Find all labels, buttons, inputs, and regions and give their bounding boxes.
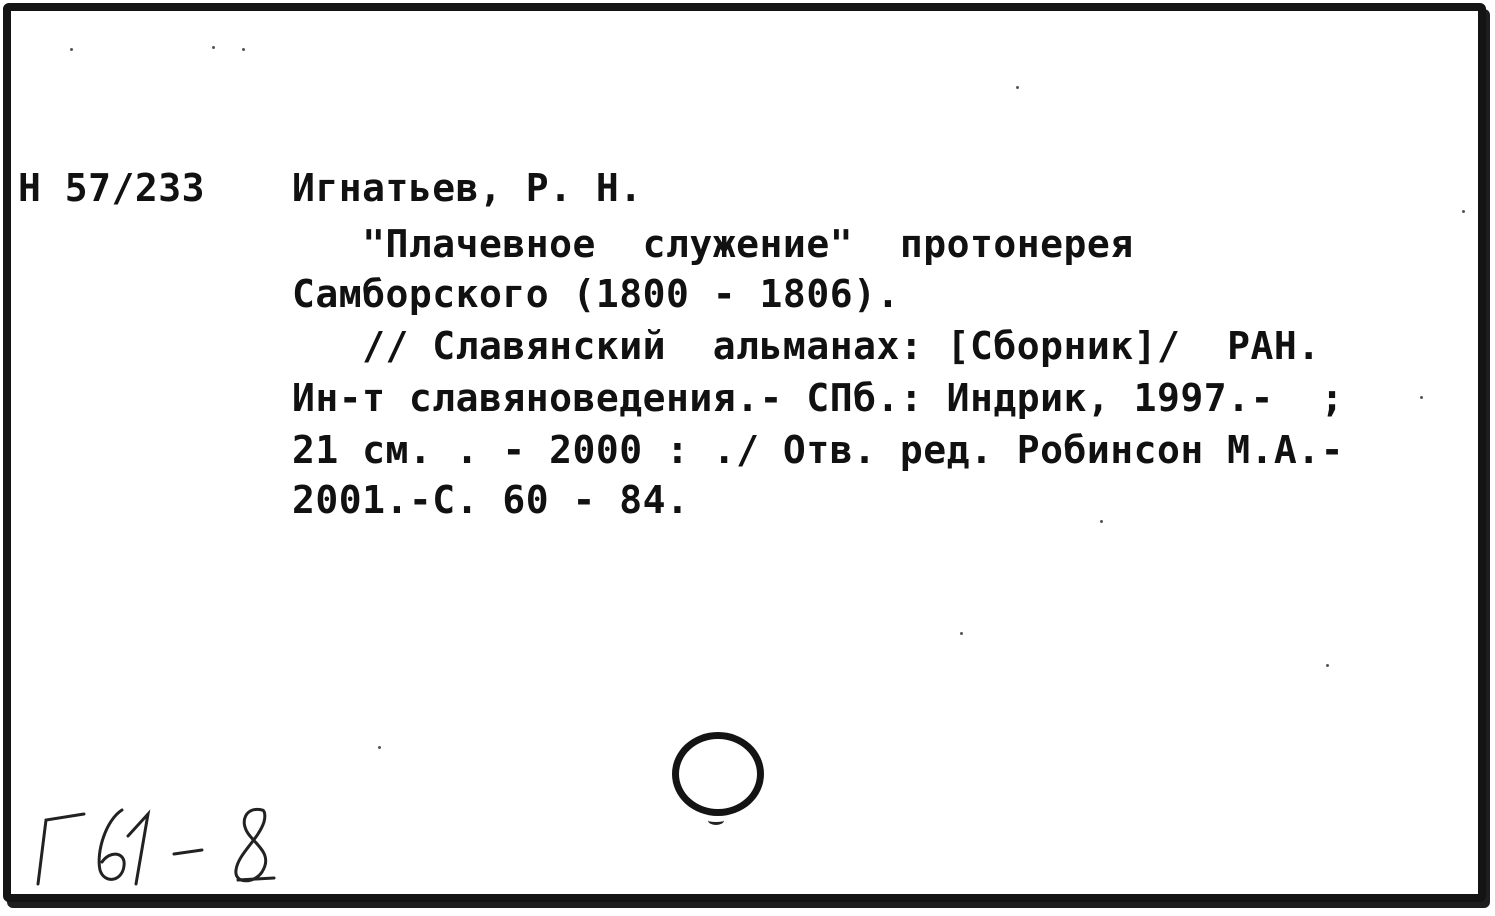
source-line-1: // Славянский альманах: [Сборник]/ РАН.	[292, 324, 1321, 368]
title-line-2: Самборского (1800 - 1806).	[292, 272, 900, 316]
shelfmark: Н 57/233	[18, 166, 206, 210]
speck	[960, 632, 963, 635]
speck	[70, 48, 73, 51]
speck	[1326, 664, 1329, 667]
author-line: Игнатьев, Р. Н.	[292, 166, 643, 210]
handwritten-note	[24, 792, 294, 892]
punch-mark	[708, 816, 724, 825]
speck	[1420, 396, 1423, 399]
source-line-2: Ин-т славяноведения.- СПб.: Индрик, 1997.- ;	[292, 376, 1345, 420]
speck	[242, 48, 245, 51]
pages-line: 2001.-С. 60 - 84.	[292, 478, 690, 522]
speck	[378, 746, 381, 749]
speck	[1462, 210, 1465, 213]
source-line-3: 21 см. . - 2000 : ./ Отв. ред. Робинсон М.А.-	[292, 428, 1345, 472]
title-line-1: "Плачевное служение" протонерея	[292, 222, 1134, 266]
punch-hole	[672, 732, 764, 816]
speck	[1016, 86, 1019, 89]
speck	[212, 46, 215, 49]
speck	[1100, 520, 1103, 523]
